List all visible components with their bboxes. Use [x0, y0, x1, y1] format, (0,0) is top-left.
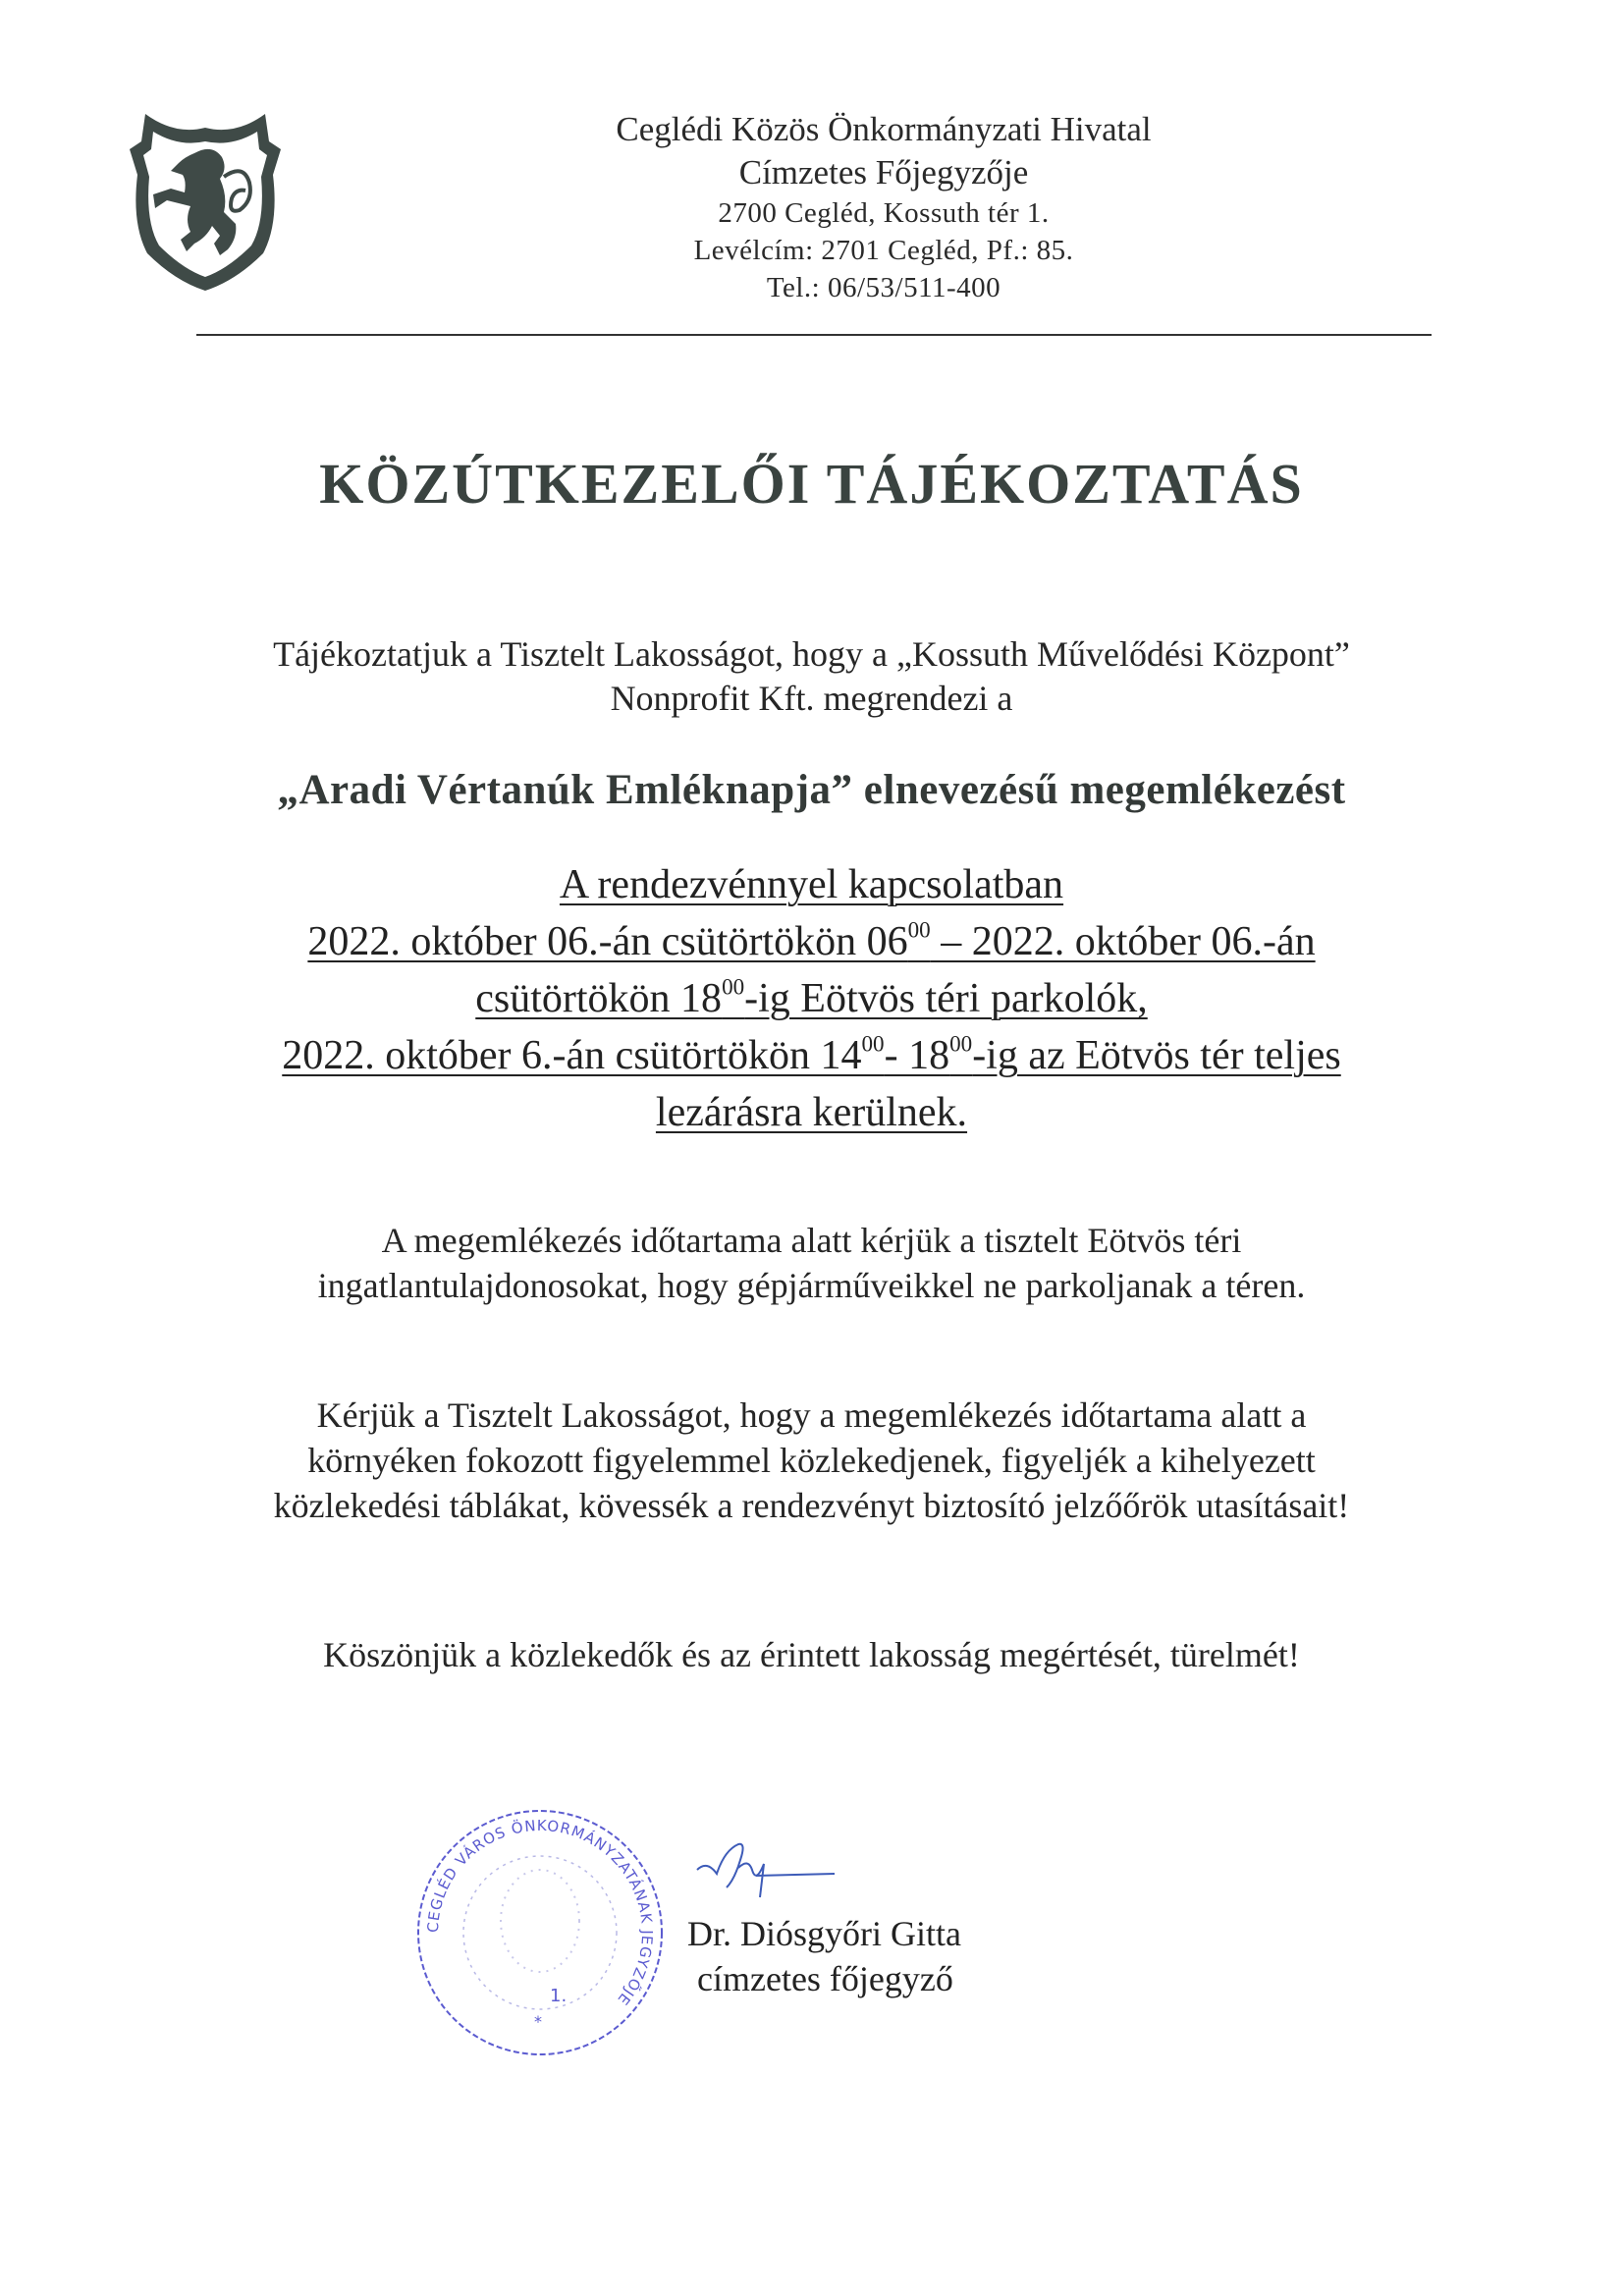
square-closure-end-minutes: 00 [949, 1030, 973, 1057]
square-closure-start-minutes: 00 [861, 1030, 885, 1057]
closure-end-hour: csütörtökön 18 [475, 976, 723, 1021]
closure-start-minutes: 00 [907, 916, 931, 943]
square-closure-location: -ig az Eötvös tér teljes [972, 1033, 1341, 1078]
closure-line-1-text: A rendezvénnyel kapcsolatban [559, 862, 1064, 907]
caution-line-2: környéken fokozott figyelemmel közlekedjenek, figyeljék a kihelyezett [307, 1441, 1316, 1480]
closure-line-3-text [475, 973, 1148, 1021]
event-name: „Aradi Vértanúk Emléknapja” elnevezésű megemlékezést [277, 767, 1346, 813]
phone-number: Tel.: 06/53/511-400 [766, 272, 1001, 303]
office-title: Címzetes Főjegyzője [738, 153, 1029, 191]
signatory-name: Dr. Diósgyőri Gitta [687, 1914, 961, 1953]
closure-end-minutes: 00 [722, 973, 745, 1000]
postal-address: Levélcím: 2701 Cegléd, Pf.: 85. [693, 235, 1074, 266]
closure-line-4 [0, 1031, 1623, 1080]
closure-parking-location: -ig Eötvös téri parkolók, [744, 976, 1148, 1021]
stamp-number: 1. [550, 1986, 568, 2006]
square-closure-start: 2022. október 6.-án csütörtökön 14 [282, 1033, 862, 1078]
closure-line-1 [0, 860, 1623, 909]
closure-line-5-text: lezárásra kerülnek. [655, 1090, 968, 1135]
parking-request-line-1: A megemlékezés időtartama alatt kérjük a tisztelt Eötvös téri [381, 1221, 1242, 1260]
thanks-line: Köszönjük a közlekedők és az érintett lakosság megértését, türelmét! [323, 1635, 1300, 1674]
official-round-stamp-icon [412, 1805, 668, 2060]
org-name: Ceglédi Közös Önkormányzati Hivatal [616, 110, 1152, 148]
closure-start-date: 2022. október 06.-án csütörtökön 06 [307, 919, 908, 964]
square-closure-end-hour: - 18 [884, 1033, 950, 1078]
stamp-star: * [534, 2012, 542, 2031]
signatory-title: címzetes főjegyző [697, 1959, 953, 1998]
closure-line-3 [0, 974, 1623, 1023]
closure-line-2-text [307, 916, 1316, 964]
lion-shield-crest-icon [126, 106, 285, 293]
closure-line-5 [0, 1088, 1623, 1137]
intro-line-1: Tájékoztatjuk a Tisztelt Lakosságot, hogy a „Kossuth Művelődési Központ” [273, 634, 1350, 674]
closure-line-4-text [282, 1030, 1341, 1078]
intro-line-2: Nonprofit Kft. megrendezi a [610, 679, 1013, 718]
closure-line-2 [0, 917, 1623, 966]
address: 2700 Cegléd, Kossuth tér 1. [718, 197, 1050, 229]
stamp-ring-text: CEGLÉD VÁROS ÖNKORMÁNYZATÁNAK JEGYZŐJE [423, 1816, 657, 2009]
parking-request-line-2: ingatlantulajdonosokat, hogy gépjárműveikkel ne parkoljanak a téren. [317, 1266, 1306, 1305]
document-title: KÖZÚTKEZELŐI TÁJÉKOZTATÁS [319, 452, 1304, 516]
closure-end-date: – 2022. október 06.-án [930, 919, 1316, 964]
header-divider [196, 334, 1432, 336]
handwritten-signature-icon [687, 1834, 844, 1903]
caution-line-1: Kérjük a Tisztelt Lakosságot, hogy a megemlékezés időtartama alatt a [316, 1395, 1307, 1435]
caution-line-3: közlekedési táblákat, kövessék a rendezvényt biztosító jelzőőrök utasításait! [273, 1486, 1350, 1525]
